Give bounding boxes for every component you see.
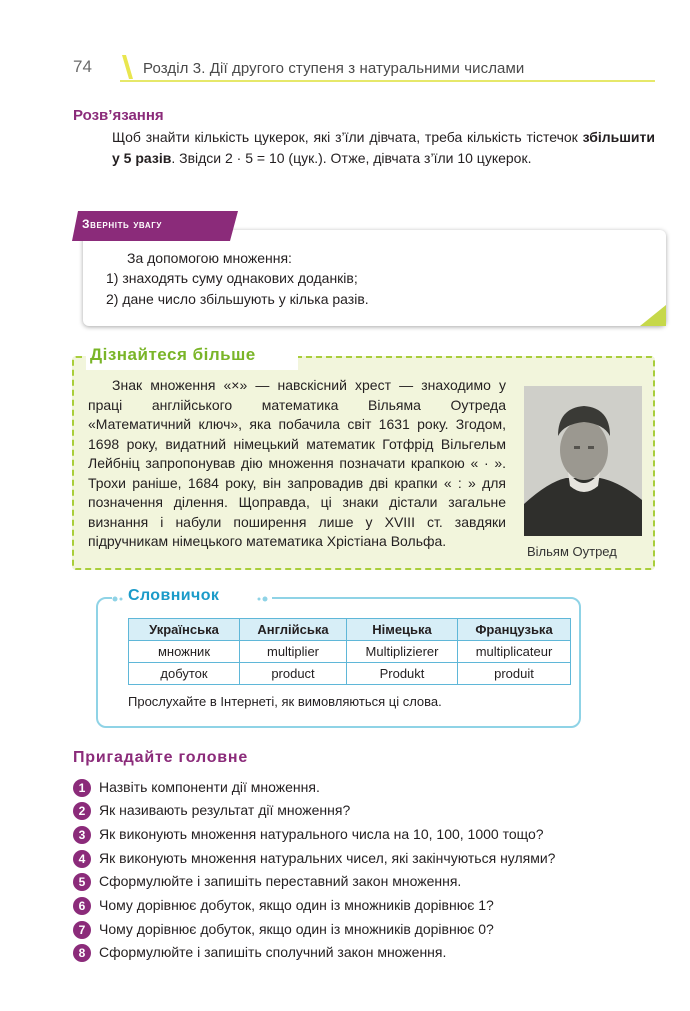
attention-label: Зверніть увагу [82,217,162,231]
question-text: Як виконують множення натуральних чисел, які закінчуються нулями? [99,850,556,866]
table-cell: Multiplizierer [347,641,458,663]
table-cell: множник [129,641,240,663]
question-number-badge: 6 [73,897,91,915]
table-header-cell: Німецька [347,619,458,641]
question-text: Як виконують множення натурального числа на 10, 100, 1000 тощо? [99,826,544,842]
page-number: 74 [73,57,92,76]
table-cell: Produkt [347,663,458,685]
header-slash-decoration [120,55,134,79]
table-row [129,663,571,685]
question-number-badge: 8 [73,944,91,962]
title-dot-decoration [256,594,268,604]
table-row [129,641,571,663]
portrait-caption: Вільям Оутред [527,544,617,559]
solution-title: Розв’язання [73,107,164,124]
table-cell: product [240,663,347,685]
table-header-cell: Французька [458,619,571,641]
question-number-badge: 5 [73,873,91,891]
question-number-badge: 4 [73,850,91,868]
table-cell: produit [458,663,571,685]
question-text: Сформулюйте і запишіть переставний закон множення. [99,873,462,889]
header-underline [120,80,655,82]
vocabulary-table [128,618,571,685]
learn-more-text: Знак множення «×» — навскісний хрест — знаходимо у праці англійського математика Вільяма Оутреда «Математичний ключ», яка побачила світ 1631 року. Згодом, 1698 року, видатний німецький математик Готфрід Вільгельм Лейбніц запропонував дію множення позначати крапкою « · ». Трохи раніше, 1684 року, він запровадив дві крапки « : » для позначення ділення. Щоправда, ці знаки дістали загальне визнання і набули поширення лише у XVIII ст. завдяки підручникам німецького математика Хрістіана Вольфа. [88,377,506,549]
question-text: Назвіть компоненти дії множення. [99,779,320,795]
summary-title: Пригадайте головне [73,749,249,766]
attention-heading: За допомогою множення: [127,250,292,266]
vocabulary-title: Словничок [128,587,220,604]
question-number-badge: 3 [73,826,91,844]
table-header-cell: Українська [129,619,240,641]
question-text: Як називають результат дії множення? [99,802,351,818]
question-number-badge: 7 [73,921,91,939]
table-cell: multiplier [240,641,347,663]
question-number-badge: 2 [73,802,91,820]
table-header-row [129,619,571,641]
title-dot-decoration [112,594,124,604]
attention-corner-decoration [640,305,666,326]
vocabulary-note: Прослухайте в Інтернеті, як вимовляються ці слова. [128,694,442,709]
solution-text-part2: . Звідси 2 · 5 = 10 (цук.). Отже, дівчата з’їли 10 цукерок. [171,150,532,166]
attention-item: 1) знаходять суму однакових доданків; [106,270,358,286]
learn-more-title: Дізнайтеся більше [90,345,256,364]
question-number-badge: 1 [73,779,91,797]
solution-text-bold: збільшити у 5 разів [112,129,655,166]
question-text: Чому дорівнює добуток, якщо один із множників дорівнює 0? [99,921,494,937]
attention-item: 2) дане число збільшують у кілька разів. [106,291,369,307]
table-cell: добуток [129,663,240,685]
table-cell: multiplicateur [458,641,571,663]
table-header-cell: Англійська [240,619,347,641]
question-text: Сформулюйте і запишіть сполучний закон множення. [99,944,447,960]
solution-text-part1: Щоб знайти кількість цукерок, які з’їли дівчата, треба кількість тістечок [112,129,583,145]
chapter-title: Розділ 3. Дії другого ступеня з натуральними числами [143,60,525,77]
solution-text [112,127,655,169]
portrait-image [524,386,642,536]
question-text: Чому дорівнює добуток, якщо один із множників дорівнює 1? [99,897,494,913]
